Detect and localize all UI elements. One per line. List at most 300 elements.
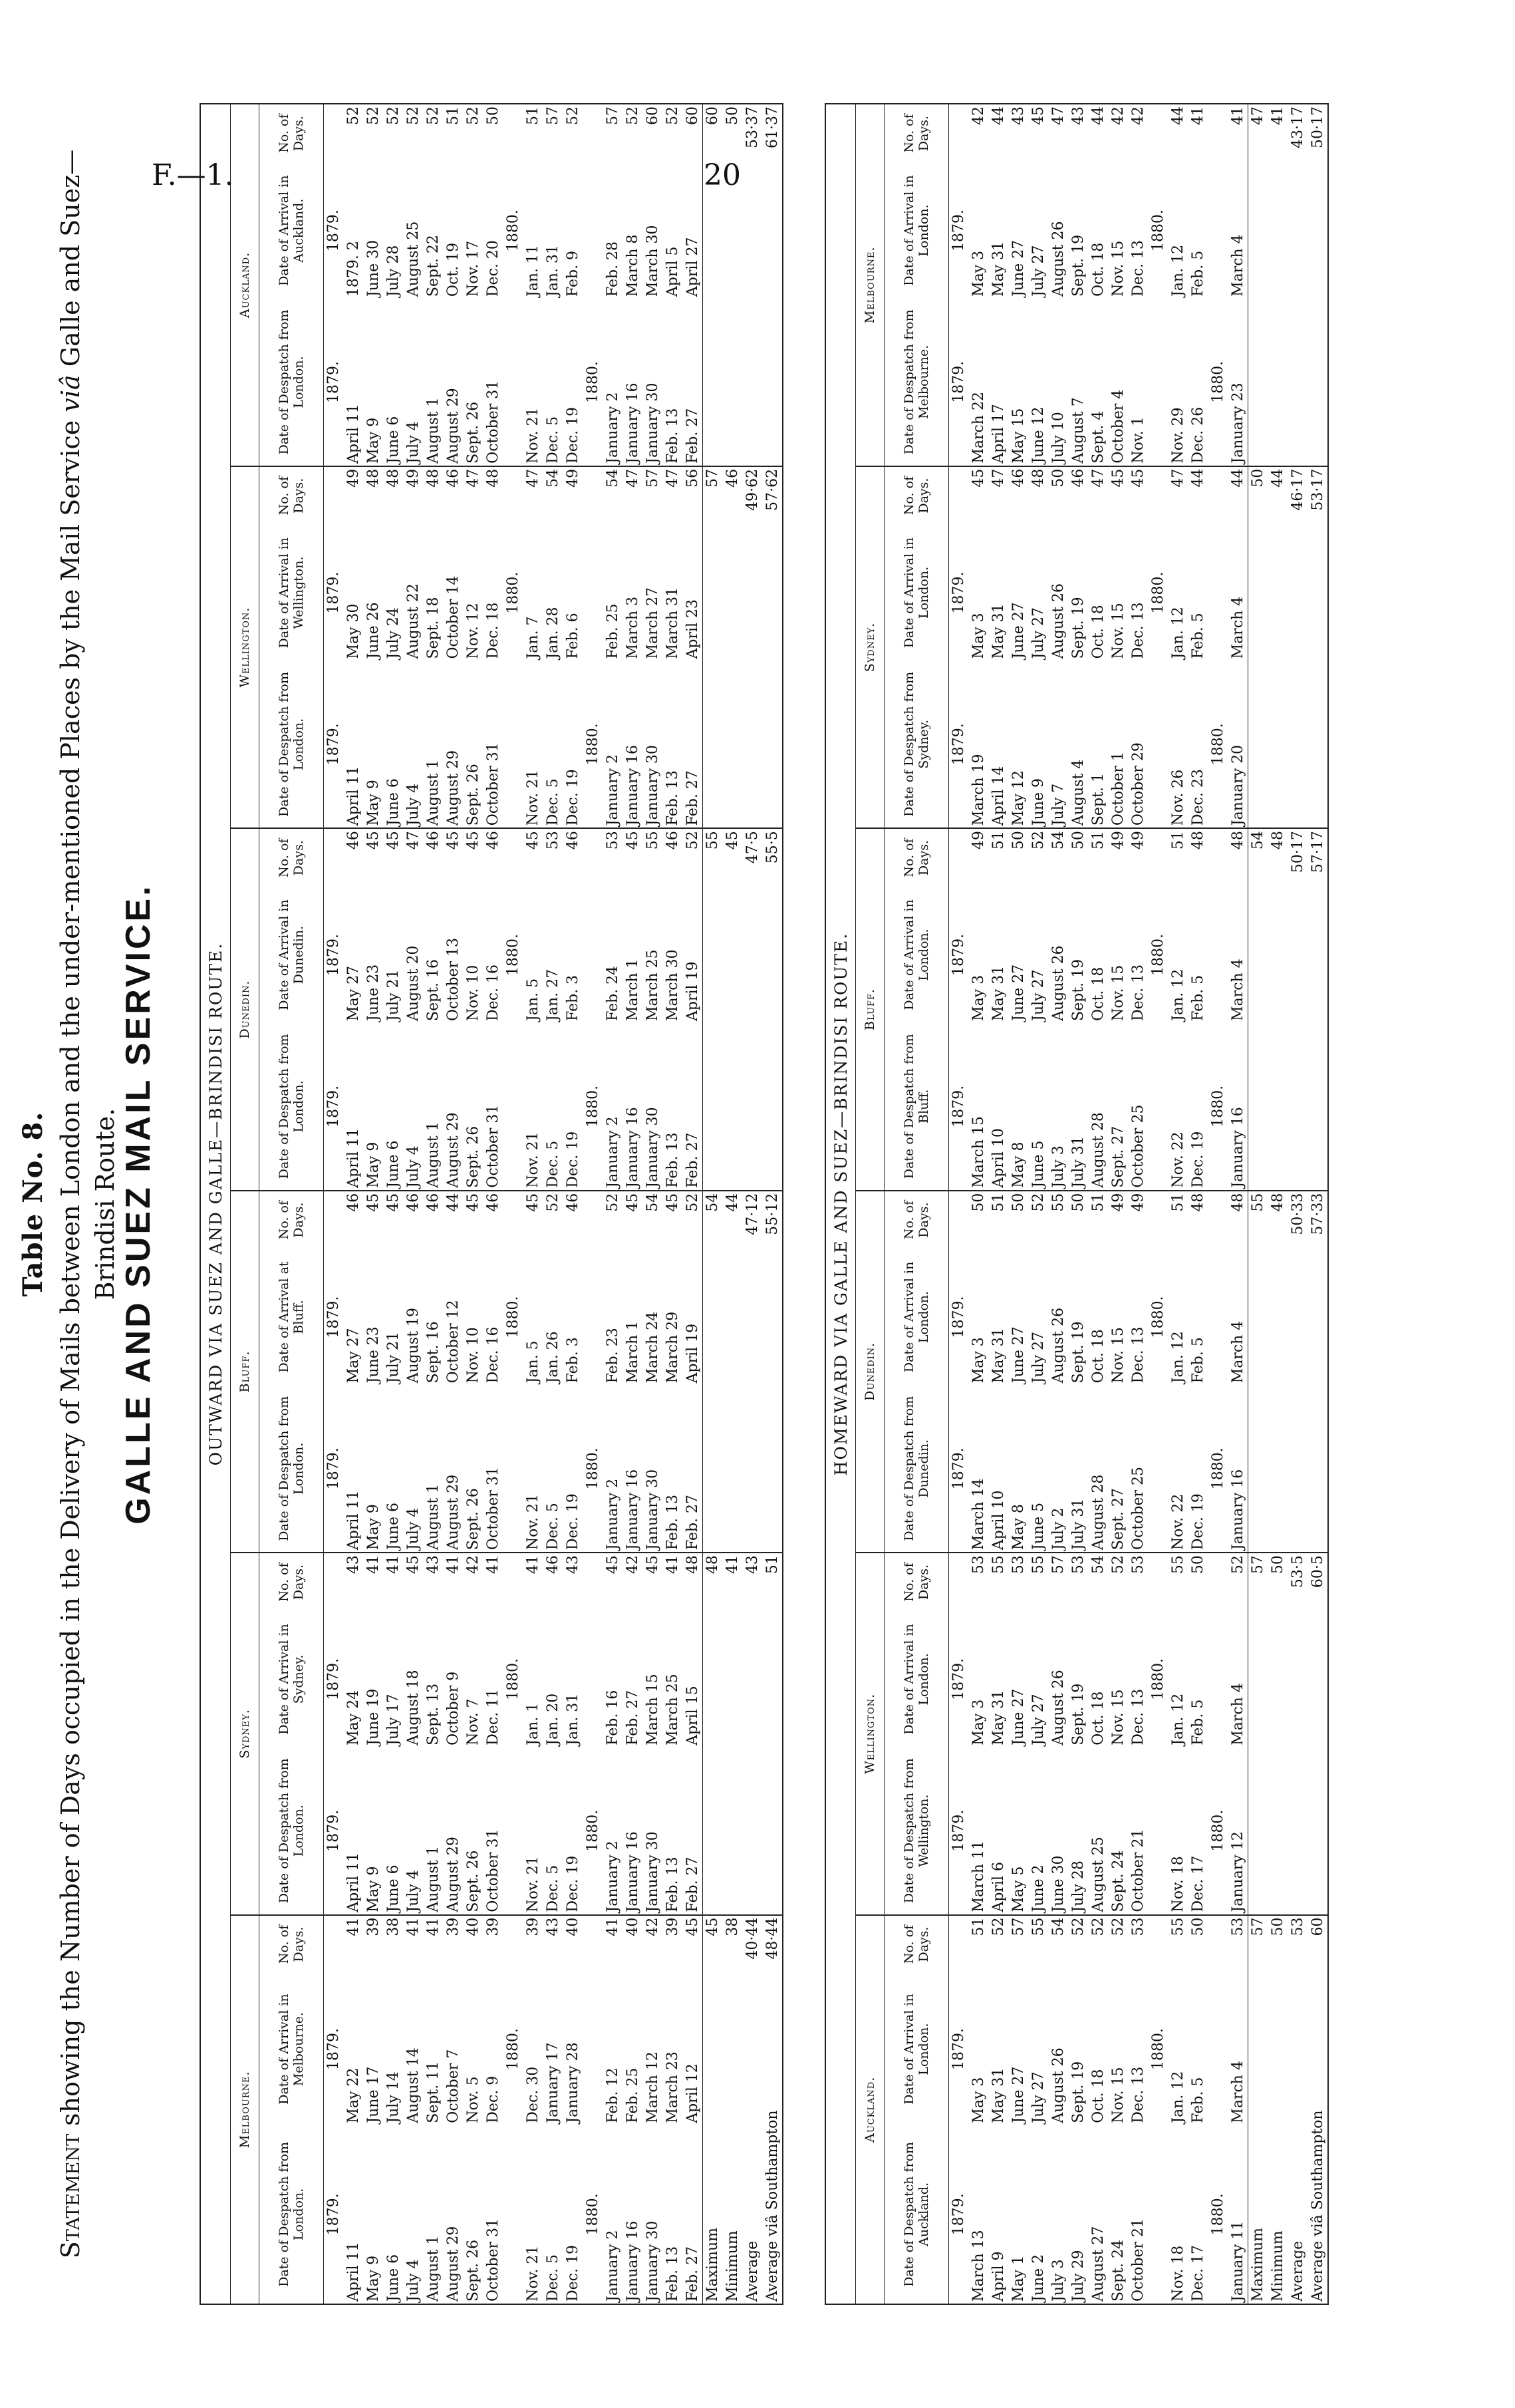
table-cell: March 4 bbox=[1229, 234, 1246, 297]
table-cell: 48 bbox=[1190, 1193, 1206, 1212]
table-cell: 1879. bbox=[324, 661, 344, 829]
outward-column-header: No. of Days. bbox=[259, 1553, 324, 1611]
table-cell: 48 bbox=[684, 1555, 701, 1575]
table-cell: Feb. 13 bbox=[663, 1747, 683, 1915]
table-cell: 54 bbox=[1090, 1555, 1107, 1575]
table-cell: August 28 bbox=[1089, 1385, 1109, 1553]
summary-dots bbox=[1308, 1023, 1328, 1191]
table-cell: October 21 bbox=[1129, 2125, 1149, 2304]
homeward-city-header: Sydney. bbox=[856, 466, 885, 828]
outward-column-header: Date of Arrival in Sydney. bbox=[259, 1611, 324, 1747]
table-cell: March 11 bbox=[969, 1747, 989, 1915]
summary-value: 55·5 bbox=[763, 831, 781, 864]
summary-row bbox=[743, 104, 763, 2304]
statement-lead: Statement bbox=[56, 2133, 85, 2259]
table-cell: 1880. bbox=[505, 571, 521, 614]
table-cell: 1880. bbox=[505, 934, 521, 977]
table-cell: March 30 bbox=[644, 225, 661, 297]
table-cell: 1879. bbox=[950, 571, 968, 614]
table-cell: Dec. 16 bbox=[485, 1326, 501, 1384]
table-row bbox=[1188, 104, 1208, 2304]
table-cell: Jan. 27 bbox=[545, 969, 561, 1021]
table-cell: Feb. 28 bbox=[605, 241, 621, 297]
summary-row bbox=[1308, 104, 1328, 2304]
table-cell: Dec. 26 bbox=[1188, 299, 1208, 466]
summary-dots bbox=[1248, 1023, 1268, 1191]
table-cell: July 24 bbox=[385, 607, 402, 659]
table-cell bbox=[324, 1553, 344, 1611]
table-cell: 50 bbox=[1070, 831, 1087, 850]
table-cell: Nov. 22 bbox=[1169, 1385, 1188, 1553]
summary-value: 50·33 bbox=[1290, 1193, 1306, 1235]
summary-spacer bbox=[1268, 1611, 1288, 1747]
table-cell: June 30 bbox=[365, 239, 382, 297]
table-cell: March 8 bbox=[624, 234, 641, 297]
table-cell: 1879. bbox=[324, 1385, 344, 1553]
table-cell: Feb. 9 bbox=[565, 250, 581, 297]
table-cell: Feb. 5 bbox=[1190, 1337, 1206, 1384]
summary-dots bbox=[703, 1747, 723, 1915]
table-cell: Jan. 12 bbox=[1170, 969, 1186, 1021]
table-cell: January 2 bbox=[603, 299, 623, 466]
table-cell: Nov. 26 bbox=[1169, 661, 1188, 828]
table-cell: 1879. bbox=[325, 571, 343, 614]
table-cell: August 1 bbox=[424, 1385, 444, 1553]
summary-spacer bbox=[1248, 1611, 1268, 1747]
table-cell: March 29 bbox=[664, 1311, 681, 1384]
table-cell: January 30 bbox=[643, 1023, 663, 1191]
summary-value: 60 bbox=[1309, 1917, 1326, 1936]
table-cell: Dec. 19 bbox=[563, 2125, 583, 2304]
table-cell: 1879. bbox=[949, 2125, 969, 2304]
table-cell: June 2 bbox=[1029, 1747, 1049, 1915]
table-cell bbox=[503, 1553, 523, 1611]
summary-dots bbox=[723, 661, 743, 829]
outward-city-header: Sydney. bbox=[231, 1553, 259, 1914]
table-cell: August 29 bbox=[444, 1385, 464, 1553]
table-cell: 41 bbox=[485, 1555, 501, 1575]
table-cell: 1879. bbox=[324, 299, 344, 466]
summary-row bbox=[763, 104, 783, 2304]
table-cell: April 5 bbox=[664, 246, 681, 297]
table-cell bbox=[583, 1915, 603, 1974]
table-cell bbox=[583, 1973, 603, 2125]
summary-spacer bbox=[723, 1249, 743, 1386]
table-cell bbox=[324, 104, 344, 162]
table-row bbox=[1228, 104, 1248, 2304]
table-cell: 39 bbox=[664, 1917, 681, 1936]
table-cell: Dec. 5 bbox=[543, 1385, 563, 1553]
table-cell: 51 bbox=[1090, 1193, 1107, 1212]
table-cell: Dec. 19 bbox=[563, 299, 583, 466]
table-cell: August 26 bbox=[1050, 945, 1067, 1021]
table-cell: 46 bbox=[664, 831, 681, 850]
summary-value: 57 bbox=[703, 466, 723, 525]
table-cell: April 11 bbox=[344, 1023, 364, 1191]
table-cell: 48 bbox=[385, 468, 402, 488]
table-cell: Nov. 5 bbox=[465, 2076, 482, 2123]
table-cell: July 4 bbox=[404, 661, 424, 829]
table-cell: Dec. 5 bbox=[543, 1747, 563, 1915]
summary-spacer bbox=[703, 162, 723, 299]
table-cell: Feb. 16 bbox=[605, 1690, 621, 1745]
table-cell: Sept. 26 bbox=[464, 1747, 483, 1915]
summary-dots bbox=[1288, 661, 1308, 828]
table-cell: January 16 bbox=[623, 2125, 643, 2304]
table-cell: 54 bbox=[644, 1193, 661, 1212]
table-cell: Nov. 7 bbox=[465, 1698, 482, 1745]
table-cell: 54 bbox=[545, 468, 561, 488]
table-cell: Dec. 13 bbox=[1130, 1326, 1147, 1384]
table-cell: 45 bbox=[405, 1555, 422, 1575]
table-cell: 52 bbox=[990, 1917, 1007, 1936]
summary-spacer bbox=[763, 887, 783, 1023]
table-row bbox=[1009, 104, 1029, 2304]
table-cell: April 23 bbox=[684, 599, 701, 659]
summary-spacer bbox=[1248, 887, 1268, 1023]
table-cell: March 23 bbox=[664, 2051, 681, 2123]
table-cell: Dec. 13 bbox=[1130, 964, 1147, 1021]
table-cell: 42 bbox=[644, 1917, 661, 1936]
summary-dots bbox=[1288, 1747, 1308, 1915]
summary-row bbox=[1288, 104, 1308, 2304]
table-cell: Sept. 4 bbox=[1089, 299, 1109, 466]
table-cell: Feb. 24 bbox=[605, 965, 621, 1021]
table-cell: 53 bbox=[1130, 1917, 1147, 1936]
summary-label: Minimum bbox=[723, 1973, 743, 2304]
table-cell: 52 bbox=[545, 1193, 561, 1212]
table-cell: April 19 bbox=[684, 1323, 701, 1384]
summary-value: 38 bbox=[724, 1917, 741, 1936]
table-cell: 49 bbox=[1110, 1193, 1127, 1212]
summary-spacer bbox=[723, 887, 743, 1023]
table-cell bbox=[1208, 1249, 1228, 1385]
table-cell: Feb. 3 bbox=[565, 975, 581, 1021]
summary-label: Minimum bbox=[1268, 1973, 1288, 2304]
table-cell: 47 bbox=[1170, 468, 1186, 488]
table-row bbox=[969, 104, 989, 2304]
table-cell bbox=[1149, 466, 1169, 525]
summary-value: 40·44 bbox=[744, 1917, 761, 1960]
table-cell: June 19 bbox=[365, 1688, 382, 1745]
table-cell: July 7 bbox=[1049, 661, 1069, 828]
table-cell: 57 bbox=[545, 106, 561, 125]
summary-spacer bbox=[763, 1611, 783, 1747]
table-cell: May 27 bbox=[345, 1328, 362, 1384]
table-cell: 52 bbox=[624, 106, 641, 125]
table-cell: 43 bbox=[545, 1917, 561, 1936]
table-cell: Dec. 18 bbox=[485, 602, 501, 659]
table-row bbox=[384, 104, 404, 2304]
table-row bbox=[344, 104, 364, 2304]
table-cell bbox=[1149, 1385, 1169, 1553]
table-cell: April 10 bbox=[989, 1385, 1009, 1553]
table-cell: January 23 bbox=[1228, 299, 1248, 466]
table-cell: May 31 bbox=[990, 241, 1007, 297]
page-number: 20 bbox=[704, 158, 741, 192]
table-cell: October 31 bbox=[483, 1385, 503, 1553]
table-cell: 1880. bbox=[1150, 2028, 1167, 2071]
table-cell: May 3 bbox=[970, 1337, 987, 1384]
table-cell: 1879. bbox=[949, 661, 969, 828]
homeward-column-header: No. of Days. bbox=[885, 466, 949, 525]
table-cell: 1879. bbox=[324, 1023, 344, 1191]
summary-value: 60 bbox=[703, 104, 723, 162]
table-cell: May 3 bbox=[970, 975, 987, 1021]
table-cell: January 28 bbox=[565, 2042, 581, 2123]
table-cell: October 31 bbox=[483, 299, 503, 466]
table-row bbox=[424, 104, 444, 2304]
table-cell: August 1 bbox=[424, 661, 444, 829]
table-cell: Oct. 19 bbox=[445, 242, 462, 297]
table-cell bbox=[583, 887, 603, 1023]
table-cell bbox=[1208, 1611, 1228, 1747]
homeward-city-header: Wellington. bbox=[856, 1553, 885, 1914]
summary-value: 54 bbox=[703, 1191, 723, 1249]
table-cell bbox=[324, 1915, 344, 1974]
table-cell: June 27 bbox=[1010, 2066, 1027, 2123]
summary-spacer bbox=[743, 525, 763, 661]
summary-dots bbox=[723, 1747, 743, 1915]
table-cell: Sept. 26 bbox=[464, 661, 483, 829]
table-cell: March 4 bbox=[1229, 2061, 1246, 2123]
table-cell: March 1 bbox=[624, 1320, 641, 1384]
table-cell: Feb. 5 bbox=[1190, 1699, 1206, 1745]
homeward-column-header: Date of Arrival in London. bbox=[885, 1249, 949, 1385]
table-cell: 53 bbox=[1010, 1555, 1027, 1575]
table-cell: 55 bbox=[1030, 1917, 1047, 1936]
table-cell: Nov. 22 bbox=[1169, 1023, 1188, 1191]
summary-value: 48·44 bbox=[763, 1917, 781, 1960]
table-cell: 52 bbox=[1229, 1555, 1246, 1575]
table-cell: May 12 bbox=[1009, 661, 1029, 828]
table-cell: October 4 bbox=[1109, 299, 1129, 466]
table-cell bbox=[583, 466, 603, 525]
table-cell: May 9 bbox=[364, 1385, 384, 1553]
homeward-column-header: No. of Days. bbox=[885, 828, 949, 887]
table-cell bbox=[1208, 1191, 1228, 1249]
table-cell: 41 bbox=[425, 1917, 442, 1936]
table-cell bbox=[583, 104, 603, 162]
table-cell: Dec. 17 bbox=[1188, 2125, 1208, 2304]
table-cell: 46 bbox=[485, 831, 501, 850]
table-cell: August 1 bbox=[424, 2125, 444, 2304]
table-cell: August 18 bbox=[405, 1670, 422, 1745]
table-cell: May 15 bbox=[1009, 299, 1029, 466]
outward-section-row bbox=[200, 104, 231, 2304]
table-cell: October 25 bbox=[1129, 1385, 1149, 1553]
table-cell: 52 bbox=[1110, 1555, 1127, 1575]
table-cell: 56 bbox=[684, 468, 701, 488]
summary-spacer bbox=[743, 1249, 763, 1386]
table-row bbox=[503, 104, 523, 2304]
table-cell: July 3 bbox=[1049, 2125, 1069, 2304]
table-cell: August 29 bbox=[444, 1747, 464, 1915]
table-cell: January 2 bbox=[603, 1023, 623, 1191]
summary-dots bbox=[1268, 1385, 1288, 1553]
table-cell: May 3 bbox=[970, 613, 987, 659]
table-cell: 55 bbox=[1170, 1917, 1186, 1936]
table-cell: July 31 bbox=[1069, 1023, 1089, 1191]
table-cell: April 11 bbox=[344, 661, 364, 829]
table-cell: January 16 bbox=[623, 1023, 643, 1191]
table-cell: 1879. bbox=[325, 210, 343, 252]
table-cell bbox=[1208, 104, 1228, 162]
table-cell: 55 bbox=[1050, 1193, 1067, 1212]
table-cell: Dec. 19 bbox=[563, 1385, 583, 1553]
summary-value: 41 bbox=[724, 1555, 741, 1575]
summary-label: Maximum bbox=[703, 1973, 723, 2304]
table-cell: Jan. 7 bbox=[525, 616, 541, 659]
table-cell: 48 bbox=[425, 468, 442, 488]
table-cell: 45 bbox=[1130, 468, 1147, 488]
table-cell: June 27 bbox=[1010, 1688, 1027, 1745]
table-cell: Sept. 19 bbox=[1070, 597, 1087, 659]
table-cell: August 26 bbox=[1050, 1670, 1067, 1745]
table-cell: 1880. bbox=[583, 1747, 603, 1915]
table-row bbox=[444, 104, 464, 2304]
summary-value: 45 bbox=[703, 1915, 723, 1974]
table-cell: Sept. 24 bbox=[1109, 2125, 1129, 2304]
table-cell: Sept. 26 bbox=[464, 299, 483, 466]
table-cell: May 31 bbox=[990, 603, 1007, 659]
summary-dots bbox=[763, 1385, 783, 1553]
table-cell bbox=[949, 1915, 969, 1974]
table-cell: October 31 bbox=[483, 1747, 503, 1915]
table-cell: July 4 bbox=[404, 1385, 424, 1553]
table-cell: 1879. bbox=[325, 2028, 343, 2071]
table-cell: March 13 bbox=[969, 2125, 989, 2304]
table-cell: August 26 bbox=[1050, 2047, 1067, 2123]
table-cell: July 28 bbox=[1069, 1747, 1089, 1915]
table-cell: Feb. 5 bbox=[1190, 613, 1206, 659]
summary-spacer bbox=[703, 887, 723, 1023]
summary-spacer bbox=[763, 525, 783, 661]
table-cell: March 19 bbox=[969, 661, 989, 828]
outward-column-header: Date of Arrival in Auckland. bbox=[259, 162, 324, 299]
summary-value: 55 bbox=[1248, 1191, 1268, 1249]
table-row bbox=[364, 104, 384, 2304]
table-cell: May 9 bbox=[364, 661, 384, 829]
homeward-column-header: No. of Days. bbox=[885, 1191, 949, 1249]
table-cell: Feb. 12 bbox=[605, 2067, 621, 2123]
table-cell: Oct. 18 bbox=[1090, 1691, 1107, 1745]
table-cell: 40 bbox=[565, 1917, 581, 1936]
table-cell: 1880. bbox=[1150, 1658, 1167, 1700]
table-cell bbox=[503, 1023, 523, 1191]
table-cell: August 4 bbox=[1069, 661, 1089, 828]
summary-value: 47 bbox=[1248, 104, 1268, 162]
table-cell: Sept. 19 bbox=[1070, 959, 1087, 1021]
table-cell bbox=[503, 1747, 523, 1915]
summary-value: 50 bbox=[1248, 466, 1268, 525]
table-cell: Nov. 18 bbox=[1169, 2125, 1188, 2304]
table-row bbox=[949, 104, 969, 2304]
table-cell: 50 bbox=[970, 1193, 987, 1212]
table-cell bbox=[1149, 1553, 1169, 1611]
table-cell: 52 bbox=[385, 106, 402, 125]
summary-value: 45 bbox=[724, 831, 741, 850]
table-cell: March 24 bbox=[644, 1311, 661, 1384]
summary-value: 46·17 bbox=[1290, 468, 1306, 511]
table-cell: Nov. 1 bbox=[1129, 299, 1149, 466]
homeward-column-header: No. of Days. bbox=[885, 1915, 949, 1974]
summary-dots bbox=[703, 299, 723, 466]
table-cell: Sept. 19 bbox=[1070, 1683, 1087, 1745]
outward-city-header: Melbourne. bbox=[231, 1915, 259, 2304]
table-cell: 42 bbox=[1110, 106, 1127, 125]
table-cell: 1880. bbox=[583, 1385, 603, 1553]
outward-column-header: Date of Arrival in Dunedin. bbox=[259, 887, 324, 1023]
summary-spacer bbox=[743, 162, 763, 299]
table-cell: Feb. 27 bbox=[683, 1747, 703, 1915]
table-cell: June 6 bbox=[384, 1747, 404, 1915]
outward-column-header: Date of Arrival in Wellington. bbox=[259, 525, 324, 661]
summary-spacer bbox=[1248, 1249, 1268, 1385]
table-cell: 46 bbox=[425, 831, 442, 850]
table-cell bbox=[324, 466, 344, 525]
table-cell: Dec. 30 bbox=[525, 2066, 541, 2123]
table-cell: August 26 bbox=[1050, 1307, 1067, 1384]
summary-dots bbox=[1248, 1385, 1268, 1553]
table-cell: 46 bbox=[565, 1193, 581, 1212]
table-row bbox=[663, 104, 683, 2304]
homeward-column-header: Date of Despatch from Wellington. bbox=[885, 1747, 949, 1915]
table-cell: August 29 bbox=[444, 299, 464, 466]
table-cell bbox=[1208, 466, 1228, 525]
table-cell: April 6 bbox=[989, 1747, 1009, 1915]
table-cell: 55 bbox=[644, 831, 661, 850]
table-cell: Nov. 15 bbox=[1110, 1327, 1127, 1384]
table-row bbox=[583, 104, 603, 2304]
table-cell: 44 bbox=[990, 106, 1007, 125]
table-cell bbox=[1208, 887, 1228, 1023]
table-cell: August 20 bbox=[405, 945, 422, 1021]
outward-column-header: No. of Days. bbox=[259, 828, 324, 887]
summary-spacer bbox=[1308, 524, 1328, 661]
table-cell: April 27 bbox=[684, 237, 701, 297]
table-cell: 51 bbox=[445, 106, 462, 125]
table-cell bbox=[1208, 1973, 1228, 2125]
table-cell: 41 bbox=[1190, 106, 1206, 125]
table-cell: 40 bbox=[624, 1917, 641, 1936]
table-cell: Nov. 21 bbox=[523, 1023, 543, 1191]
table-cell: June 26 bbox=[365, 602, 382, 659]
table-cell: June 2 bbox=[1029, 2125, 1049, 2304]
table-cell: 43 bbox=[1070, 106, 1087, 125]
homeward-table bbox=[825, 103, 1329, 2305]
table-cell: May 31 bbox=[990, 2067, 1007, 2123]
summary-value: 55·12 bbox=[763, 1193, 781, 1235]
summary-dots bbox=[763, 299, 783, 466]
table-row bbox=[543, 104, 563, 2304]
table-cell bbox=[1149, 661, 1169, 828]
summary-spacer bbox=[1248, 524, 1268, 661]
table-cell bbox=[1208, 828, 1228, 887]
table-cell: 49 bbox=[345, 468, 362, 488]
table-cell: 52 bbox=[664, 106, 681, 125]
table-cell: Nov. 21 bbox=[523, 299, 543, 466]
table-cell: 51 bbox=[970, 1917, 987, 1936]
table-cell bbox=[1149, 828, 1169, 887]
table-cell: May 30 bbox=[345, 603, 362, 659]
table-row bbox=[1029, 104, 1049, 2304]
summary-dots bbox=[743, 1023, 763, 1191]
table-cell: 47 bbox=[465, 468, 482, 488]
table-cell: Dec. 5 bbox=[543, 1023, 563, 1191]
table-cell: 52 bbox=[1030, 1193, 1047, 1212]
table-cell: October 12 bbox=[445, 1300, 462, 1384]
